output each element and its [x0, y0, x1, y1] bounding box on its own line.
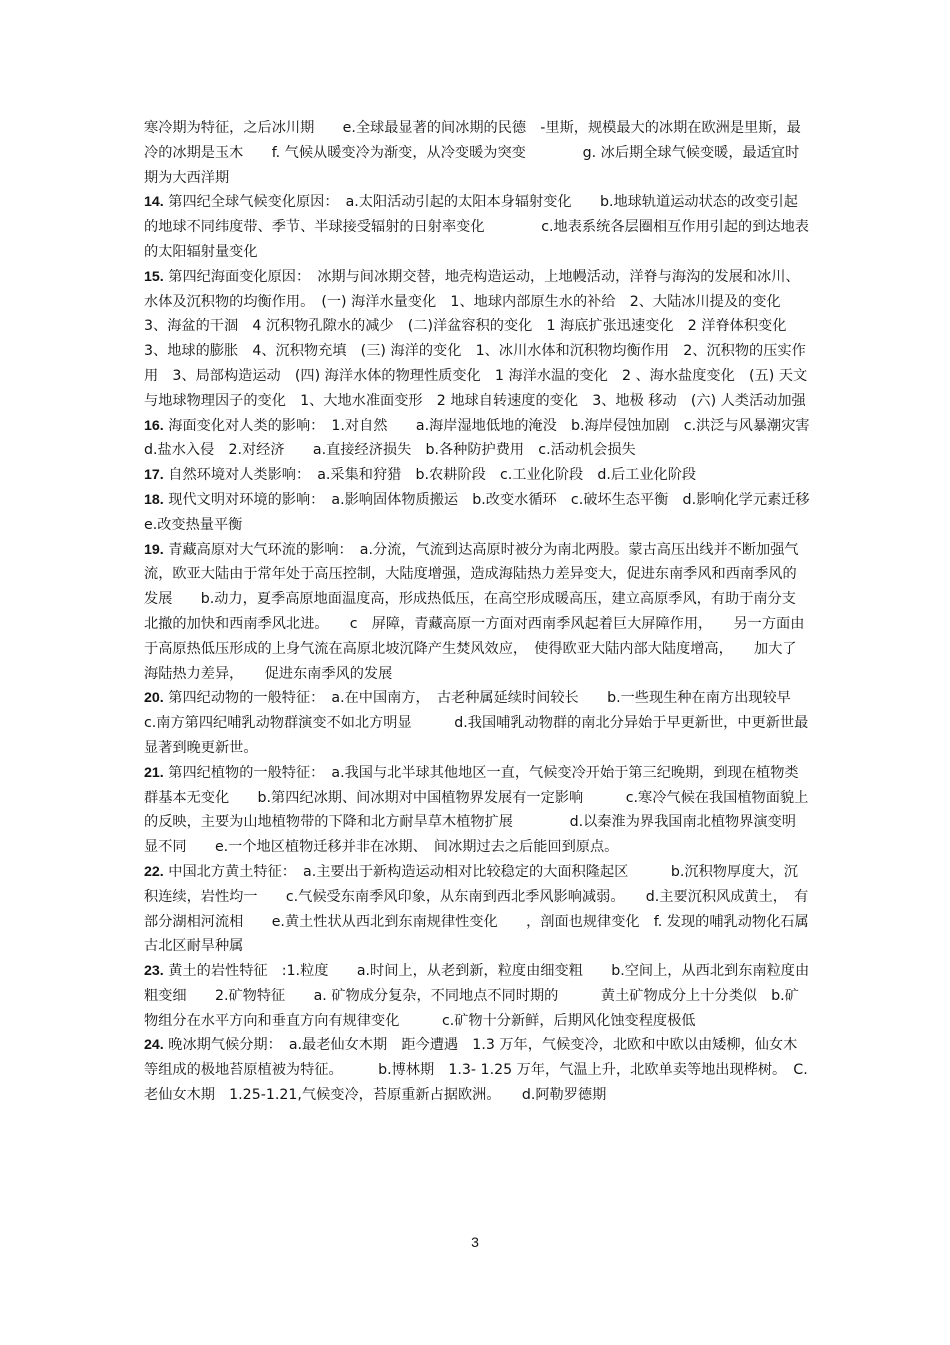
item-number: 15. — [144, 268, 164, 285]
page-number: 3 — [471, 1234, 479, 1250]
item-number: 16. — [144, 417, 164, 434]
item-number: 21. — [144, 764, 164, 781]
paragraph-text: 第四纪海面变化原因： 冰期与间冰期交替，地壳构造运动，上地幔活动，洋脊与海沟的发展和冰川、水体及沉积物的均衡作用。 (一) 海洋水量变化 1、地球内部原生水的补给 2、大陆冰川提及的变化 3、海盆的干涸 4 沉积物孔隙水的减少 (二)洋盆容积的变化 1 海底扩张迅速变化 2 洋脊体积变化 3、地球的膨胀 4、沉积物充填 (三) 海洋的变化 1、冰川水体和沉积物均衡作用 2、沉积物的压实作用 3、局部构造运动 (四) 海洋水体的物理性质变化 1 海洋水温的变化 2 、海水盐度变化 (五) 天文与地球物理因子的变化 1、大地水准面变形 2 地球自转速度的变化 3、地极 移动 (六) 人类活动加强 — [144, 268, 808, 409]
item-number: 14. — [144, 194, 164, 211]
paragraph-23 — [144, 959, 810, 1033]
paragraph-text: 现代文明对环境的影响： a.影响固体物质搬运 b.改变水循环 c.破坏生态平衡 d.影响化学元素迁移 e.改变热量平衡 — [144, 491, 824, 533]
item-number: 18. — [144, 491, 164, 508]
paragraph-24 — [144, 1033, 810, 1107]
paragraph-text: 中国北方黄土特征： a.主要出于新构造运动相对比较稳定的大面积隆起区 b.沉积物厚度大，沉积连续，岩性均一 c.气候受东南季风印象，从东南到西北季风影响减弱。 d.主要沉积风成黄土， 有部分湖相河流相 e.黄土性状从西北到东南规律性变化 ，剖面也规律变化 f. 发现的哺乳动物化石属古北区耐旱种属 — [144, 863, 809, 955]
paragraph-20 — [144, 686, 820, 760]
item-number: 24. — [144, 1037, 164, 1054]
paragraph-text: 青藏高原对大气环流的影响： a.分流，气流到达高原时被分为南北两股。蒙古高压出线并不断加强气流，欧亚大陆由于常年处于高压控制，大陆度增强，造成海陆热力差异变大，促进东南季风和西南季风的发展 b.动力，夏季高原地面温度高，形成热低压，在高空形成暖高压，建立高原季风，有助于南分支北撤的加快和西南季风北进。 c 屏障，青藏高原一方面对西南季风起着巨大屏障作用， 另一方面由于高原热低压形成的上身气流在高原北坡沉降产生焚风效应， 使得欧亚大陆内部大陆度增高， 加大了海陆热力差异， 促进东南季风的发展 — [144, 541, 805, 682]
item-number: 20. — [144, 690, 164, 707]
item-number: 23. — [144, 963, 164, 980]
page-content — [144, 116, 824, 1108]
paragraph-text: 第四纪全球气候变化原因： a.太阳活动引起的太阳本身辐射变化 b.地球轨道运动状态的改变引起的地球不同纬度带、季节、半球接受辐射的日射率变化 c.地表系统各层圈相互作用引起的到达地表的太阳辐射量变化 — [144, 194, 809, 260]
item-number: 22. — [144, 863, 164, 880]
paragraph-text: 海面变化对人类的影响： 1.对自然 a.海岸湿地低地的淹没 b.海岸侵蚀加剧 c.洪泛与风暴潮灾害 d.盐水入侵 2.对经济 a.直接经济损失 b.各种防护费用 c.活动机会损失 — [144, 417, 824, 459]
paragraph-22 — [144, 860, 810, 959]
item-number: 17. — [144, 467, 164, 484]
paragraph-text: 晚冰期气候分期： a.最老仙女木期 距今遭遇 1.3 万年，气候变冷，北欧和中欧以由矮柳，仙女木等组成的极地苔原植被为特征。 b.博林期 1.3- 1.25 万年，气温上升，北欧单卖等地出现桦树。 C.老仙女木期 1.25-1.21,气候变冷，苔原重新占据欧洲。 d.阿勒罗德期 — [144, 1037, 808, 1104]
item-number: 19. — [144, 541, 164, 558]
paragraph-text: 自然环境对人类影响： a.采集和狩猎 b.农耕阶段 c.工业化阶段 d.后工业化阶段 — [168, 467, 697, 484]
paragraph-14 — [144, 190, 810, 264]
paragraph-17 — [144, 463, 810, 488]
paragraph-19 — [144, 538, 810, 687]
paragraph-18 — [144, 488, 824, 538]
paragraph-text: 第四纪植物的一般特征： a.我国与北半球其他地区一直，气候变冷开始于第三纪晚期，到现在植物类群基本无变化 b.第四纪冰期、间冰期对中国植物界发展有一定影响 c.寒冷气候在我国植物面貌上的反映，主要为山地植物带的下降和北方耐旱草木植物扩展 d.以秦淮为界我国南北植物界演变明显不同 e.一个地区植物迁移并非在冰期、 间冰期过去之后能回到原点。 — [144, 764, 809, 856]
paragraph-21 — [144, 761, 810, 860]
paragraph-13-continued — [144, 116, 810, 190]
paragraph-text: 第四纪动物的一般特征： a.在中国南方， 古老种属延续时间较长 b.一些现生种在南方出现较早 c.南方第四纪哺乳动物群演变不如北方明显 d.我国哺乳动物群的南北分异始于早更新世，中更新世最显著到晚更新世。 — [144, 690, 820, 756]
paragraph-15 — [144, 265, 810, 414]
paragraph-16 — [144, 414, 824, 464]
paragraph-text: 黄土的岩性特征 :1.粒度 a.时间上，从老到新，粒度由细变粗 b.空间上，从西北到东南粒度由粗变细 2.矿物特征 a. 矿物成分复杂，不同地点不同时期的 黄土矿物成分上十分类似 b.矿物组分在水平方向和垂直方向有规律变化 c.矿物十分新鲜，后期风化蚀变程度极低 — [144, 963, 810, 1029]
paragraph-text: 寒冷期为特征，之后冰川期 e.全球最显著的间冰期的民德 -里斯，规模最大的冰期在欧洲是里斯，最冷的冰期是玉木 f. 气候从暖变冷为渐变，从冷变暖为突变 g. 冰后期全球气候变暖，最适宜时期为大西洋期 — [144, 120, 801, 186]
